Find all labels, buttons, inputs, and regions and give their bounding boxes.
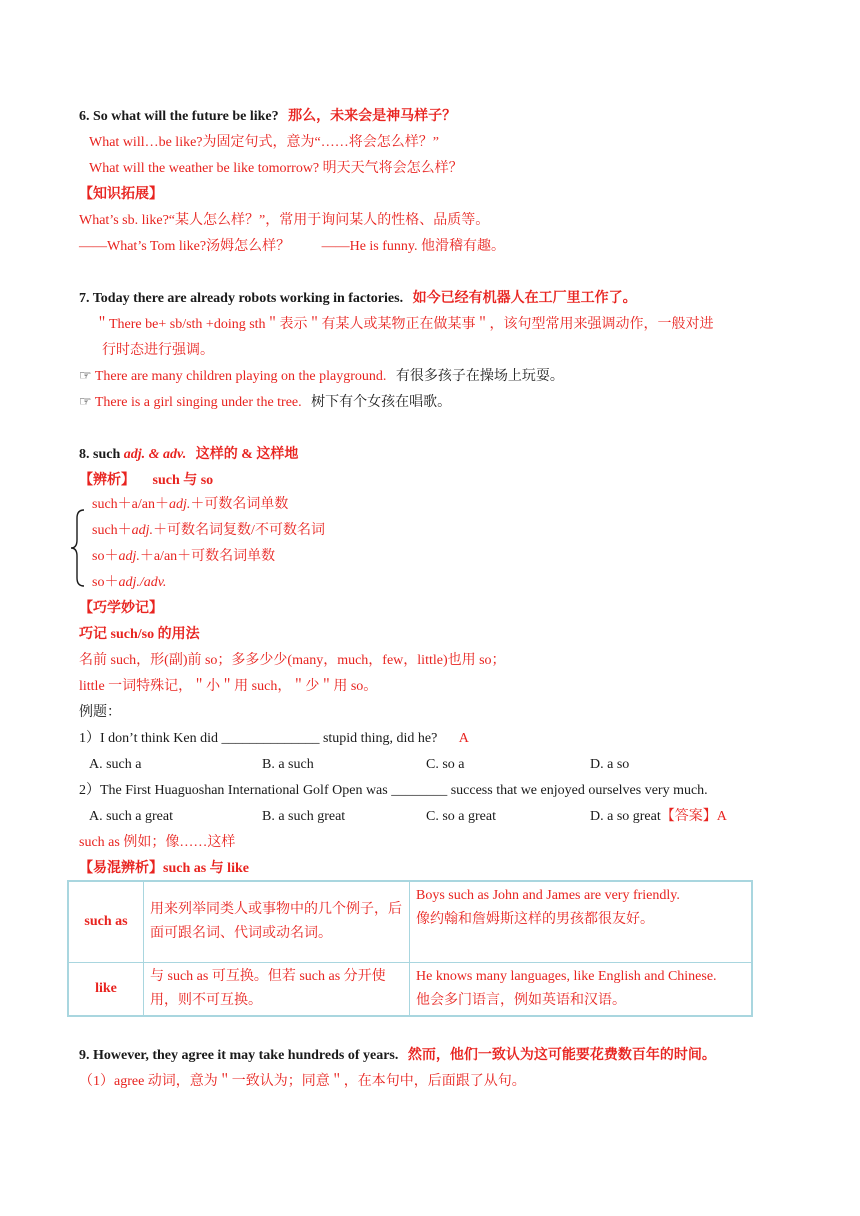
- heading-english: 6. So what will the future be like?: [79, 109, 279, 124]
- question-text: 1）I don’t think Ken did ______________ stupid thing, did he?: [79, 731, 438, 746]
- rule-part: ＋可数名词复数/不可数名词: [153, 523, 325, 538]
- rule-1: [92, 495, 288, 515]
- table-row: [68, 963, 752, 1017]
- table-row: [68, 881, 752, 963]
- example-chinese: 他会多门语言，例如英语和汉语。: [416, 993, 626, 1008]
- section-8-heading: [79, 445, 298, 465]
- s7-example-2: [79, 393, 451, 413]
- heading-english: 9. However, they agree it may take hundreds of years.: [79, 1048, 399, 1063]
- s6-dialog: [79, 237, 505, 257]
- heading-chinese: 然而，他们一致认为这可能要花费数百年的时间。: [407, 1048, 716, 1063]
- dialog-answer: ——He is funny. 他滑稽有趣。: [321, 239, 505, 254]
- rule-2: [92, 521, 325, 541]
- example-chinese: 像约翰和詹姆斯这样的男孩都很友好。: [416, 912, 654, 927]
- question-answer: 【答案】A: [660, 809, 727, 824]
- heading-word: 8. such: [79, 447, 121, 462]
- heading-chinese: 如今已经有机器人在工厂里工作了。: [412, 291, 637, 306]
- heading-part-of-speech: adj. & adv.: [123, 447, 187, 462]
- rule-italic: adj./adv.: [118, 575, 167, 590]
- memory-tip-title: 【巧学妙记】: [79, 601, 163, 616]
- confusion-analysis-title: 【易混辨析】such as 与 like: [79, 861, 249, 876]
- section-7-heading: [79, 289, 637, 309]
- q2-option-c: C. so a great: [426, 809, 496, 824]
- q2-option-b: B. a such great: [262, 809, 346, 824]
- memory-tip-line-2: little 一词特殊记，＂小＂用 such，＂少＂用 so。: [79, 679, 378, 694]
- s6-line-1: What will…be like?为固定句式，意为“……将会怎么样？”: [89, 135, 439, 150]
- dialog-question: ——What’s Tom like?汤姆怎么样？: [79, 239, 291, 254]
- example-english: There is a girl singing under the tree.: [94, 395, 302, 410]
- s6-extension-title: 【知识拓展】: [79, 187, 163, 202]
- question-1: [79, 729, 469, 749]
- option-text: D. a so great: [590, 809, 661, 824]
- rule-part: ＋可数名词单数: [190, 497, 289, 512]
- question-answer: A: [458, 731, 469, 746]
- section-6-heading: [79, 107, 456, 127]
- rule-part: so＋: [92, 549, 119, 564]
- analysis-title: [79, 471, 213, 491]
- s9-line-1: （1）agree 动词，意为＂一致认为；同意＂，在本句中，后面跟了从句。: [79, 1074, 526, 1089]
- q1-option-b: B. a such: [262, 757, 314, 772]
- such-as-definition: such as 例如；像……这样: [79, 835, 236, 850]
- s7-line-2: 行时态进行强调。: [102, 343, 214, 358]
- rule-italic: adj.: [118, 549, 140, 564]
- table-meaning: 用来列举同类人或事物中的几个例子，后面可跟名词、代词或动名词。: [144, 881, 410, 963]
- heading-chinese: 那么，未来会是神马样子？: [288, 109, 457, 124]
- memory-tip-line-1: 名前 such，形(副)前 so；多多少少(many，much，few，little)也用 so；: [79, 653, 506, 668]
- s6-line-2: What will the weather be like tomorrow? 明天天气将会怎么样？: [89, 161, 463, 176]
- analysis-subtitle: such 与 so: [152, 473, 214, 488]
- table-key: like: [68, 963, 144, 1017]
- rule-part: such＋a/an＋: [92, 497, 169, 512]
- rule-italic: adj.: [131, 523, 154, 538]
- curly-brace-icon: [70, 508, 86, 588]
- example-english: He knows many languages, like English and Chinese.: [416, 969, 717, 984]
- comparison-table: [67, 880, 753, 1017]
- q2-option-d: [590, 807, 727, 827]
- heading-english: 7. Today there are already robots working in factories.: [79, 291, 404, 306]
- s7-line-1: ＂There be+ sb/sth +doing sth＂表示＂有某人或某物正在做某事＂，该句型常用来强调动作，一般对进: [95, 317, 714, 332]
- question-2: 2）The First Huaguoshan International Golf Open was ________ success that we enjoyed ourselves very much.: [79, 783, 708, 798]
- q1-option-c: C. so a: [426, 757, 465, 772]
- example-chinese: 树下有个女孩在唱歌。: [311, 395, 452, 410]
- table-key: such as: [68, 881, 144, 963]
- rule-part: so＋: [92, 575, 119, 590]
- table-meaning: 与 such as 可互换。但若 such as 分开使用，则不可互换。: [144, 963, 410, 1017]
- s6-line-3: What’s sb. like?“某人怎么样？”，常用于询问某人的性格、品质等。: [79, 213, 490, 228]
- example-english: Boys such as John and James are very friendly.: [416, 888, 680, 903]
- example-chinese: 有很多孩子在操场上玩耍。: [395, 369, 564, 384]
- memory-tip-subtitle: 巧记 such/so 的用法: [79, 627, 200, 642]
- q1-option-d: D. a so: [590, 757, 630, 772]
- table-example: [410, 963, 753, 1017]
- rule-3: [92, 547, 275, 567]
- s7-example-1: [79, 367, 564, 387]
- rule-part: ＋a/an＋可数名词单数: [139, 549, 276, 564]
- pointing-hand-icon: ☞: [79, 395, 92, 410]
- pointing-hand-icon: ☞: [79, 369, 92, 384]
- section-9-heading: [79, 1046, 716, 1066]
- q2-option-a: A. such a great: [89, 809, 173, 824]
- table-example: [410, 881, 753, 963]
- analysis-label: 【辨析】: [79, 473, 135, 488]
- example-label: 例题：: [79, 705, 121, 720]
- example-english: There are many children playing on the playground.: [94, 369, 387, 384]
- q1-option-a: A. such a: [89, 757, 142, 772]
- rule-4: [92, 573, 166, 593]
- rule-part: such＋: [92, 523, 132, 538]
- rule-italic: adj.: [168, 497, 191, 512]
- heading-chinese: 这样的 & 这样地: [195, 447, 299, 462]
